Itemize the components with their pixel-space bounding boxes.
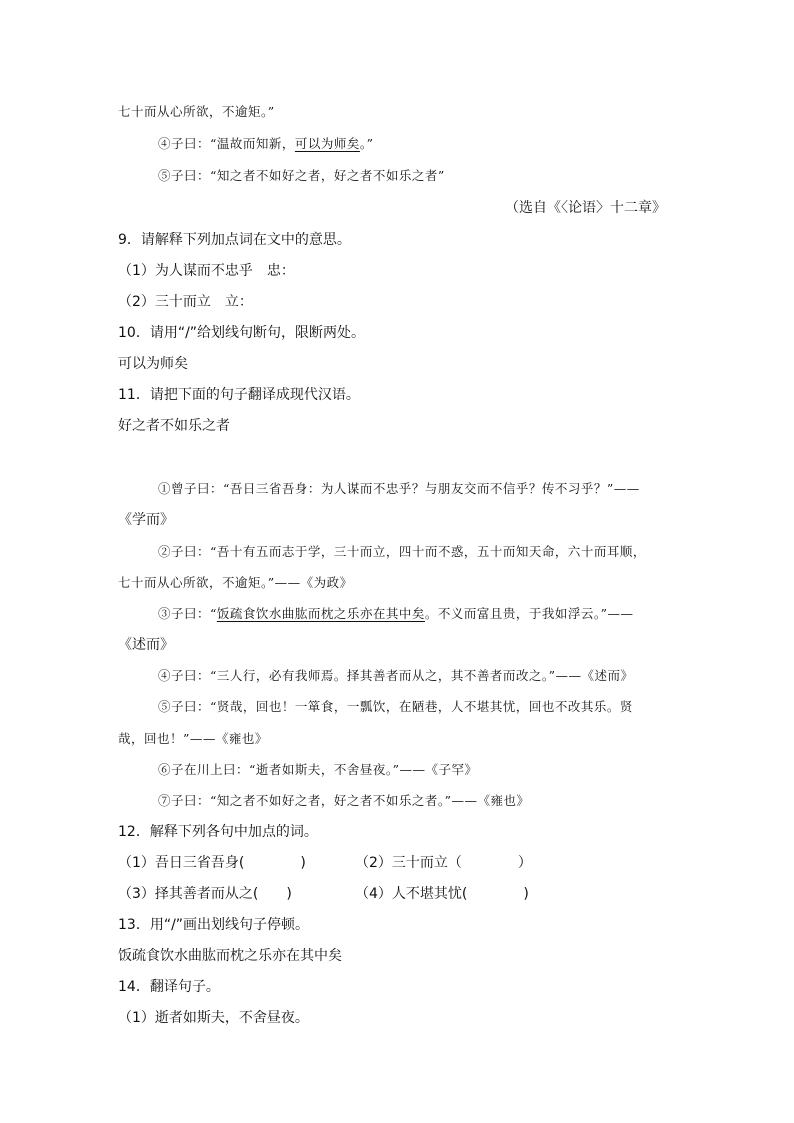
q12-item1: （1）吾日三省吾身( ) — [118, 855, 306, 871]
q9-item2: （2）三十而立 立： — [118, 294, 253, 310]
underlined-sentence: 可以为师矣 — [294, 136, 360, 151]
passage2-item3-line2: 《述而》 — [118, 637, 174, 653]
q10-text: 可以为师矣 — [118, 356, 188, 372]
q10-title: 10．请用“/”给划线句断句，限断两处。 — [118, 325, 366, 341]
passage1-line2-pre: ④子曰：“温故而知新， — [158, 136, 295, 151]
passage1-source: （选自《〈论语〉十二章》 — [505, 200, 666, 216]
passage2-item1-line1: ①曾子曰：“吾日三省吾身：为人谋而不忠乎？与朋友交而不信乎？传不习乎？”—— — [158, 481, 640, 496]
q13-text: 饭疏食饮水曲肱而枕之乐亦在其中矣 — [118, 948, 342, 964]
passage2-item4: ④子曰：“三人行，必有我师焉。择其善者而从之，其不善者而改之。”——《述而》 — [158, 668, 634, 683]
passage1-line1: 七十而从心所欲，不逾矩。” — [118, 104, 275, 119]
passage2-item5-line2: 哉，回也！”——《雍也》 — [118, 731, 268, 746]
passage2-item3-post: 。不义而富且贵，于我如浮云。”—— — [424, 606, 634, 621]
q13-title: 13．用“/”画出划线句子停顿。 — [118, 917, 310, 933]
underlined-sentence-2: 饭疏食饮水曲肱而枕之乐亦在其中矣 — [216, 606, 425, 621]
q12-item3: （3）择其善者而从之( ) — [118, 886, 292, 902]
passage2-item3-line1 — [158, 604, 634, 624]
q14-item1: （1）逝者如斯夫，不舍昼夜。 — [118, 1010, 309, 1026]
passage1-line3: ⑤子曰：“知之者不如好之者，好之者不如乐之者” — [158, 168, 445, 183]
passage2-item6: ⑥子在川上曰：“逝者如斯夫，不舍昼夜。”——《子罕》 — [158, 762, 478, 777]
q12-title: 12．解释下列各句中加点的词。 — [118, 824, 318, 840]
passage2-item2-line1: ②子曰：“吾十有五而志于学，三十而立，四十而不惑，五十而知天命，六十而耳顺， — [158, 544, 646, 559]
passage1-line2 — [158, 134, 374, 154]
passage2-item2-line2: 七十而从心所欲，不逾矩。”——《为政》 — [118, 575, 353, 590]
passage2-item5-line1: ⑤子曰：“贤哉，回也！一箪食，一瓢饮，在陋巷，人不堪其忧，回也不改其乐。贤 — [158, 699, 633, 714]
q12-item2: （2）三十而立（ ） — [355, 855, 532, 871]
passage2-item7: ⑦子曰：“知之者不如好之者，好之者不如乐之者。”——《雍也》 — [158, 793, 530, 808]
q9-title: 9．请解释下列加点词在文中的意思。 — [118, 232, 351, 248]
q14-title: 14．翻译句子。 — [118, 979, 220, 995]
passage2-item3-pre: ③子曰：“ — [158, 606, 217, 621]
q11-title: 11．请把下面的句子翻译成现代汉语。 — [118, 387, 360, 403]
passage2-item1-line2: 《学而》 — [118, 512, 174, 528]
q12-item4: （4）人不堪其忧( ) — [355, 886, 529, 902]
q9-item1: （1）为人谋而不忠乎 忠： — [118, 263, 295, 279]
q11-text: 好之者不如乐之者 — [118, 418, 230, 434]
passage1-line2-post: 。” — [359, 136, 374, 151]
